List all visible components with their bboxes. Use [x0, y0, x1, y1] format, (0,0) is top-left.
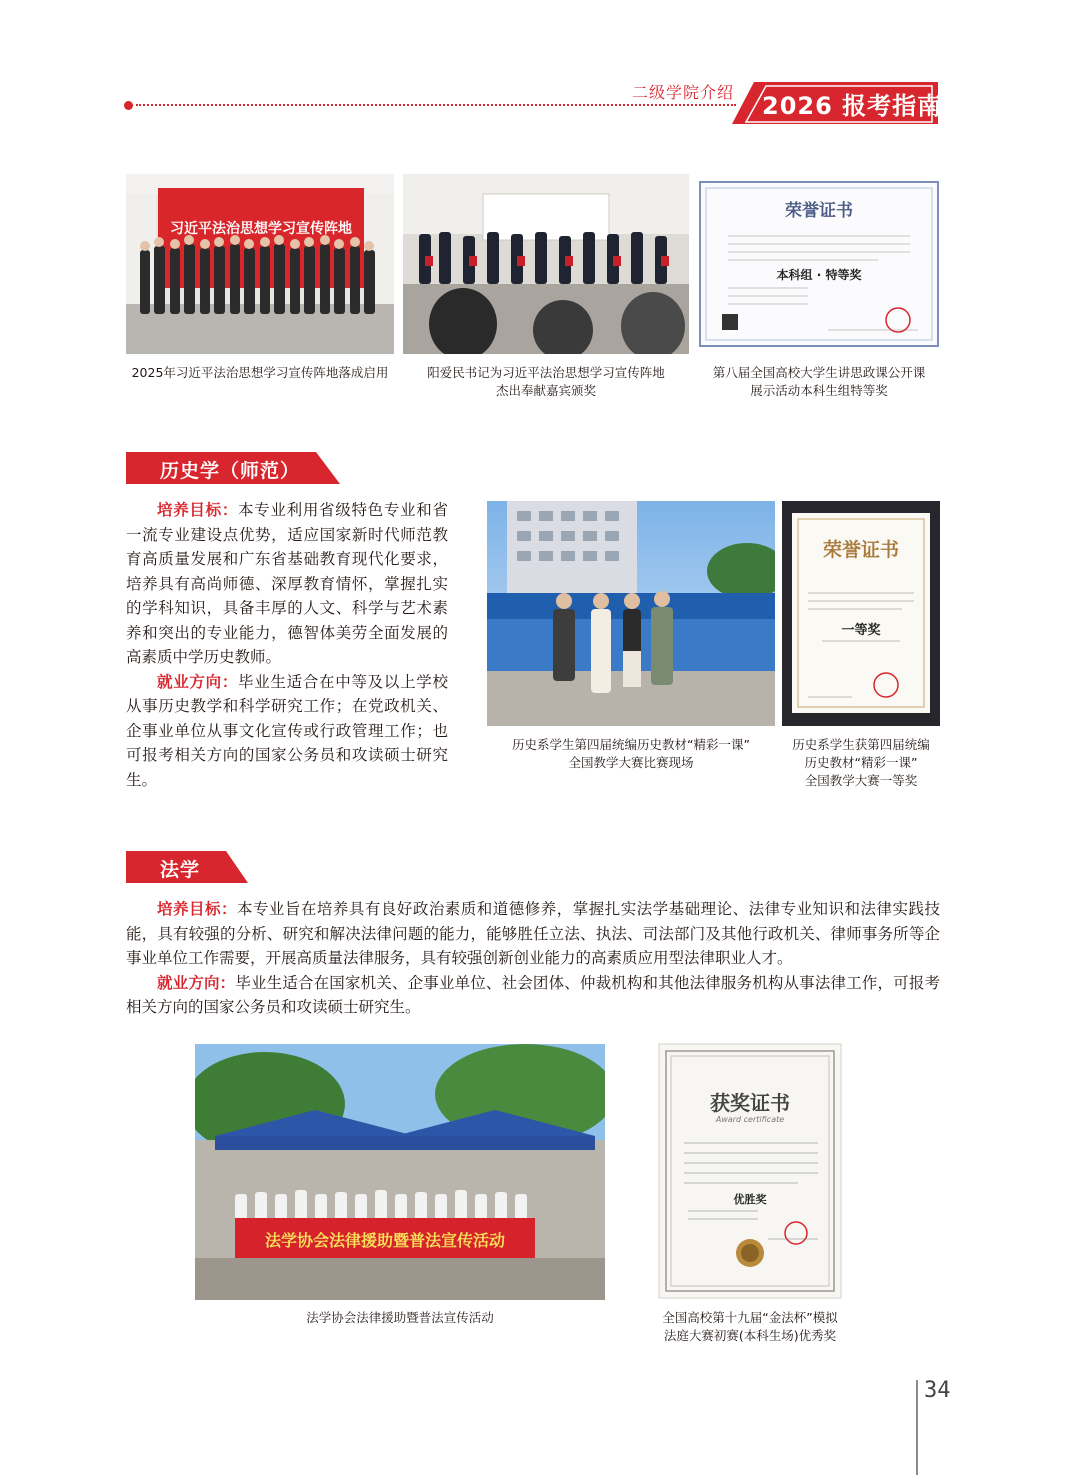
photo-teaching-contest [487, 501, 775, 726]
photo-banner-text: 法学协会法律援助暨普法宣传活动 [264, 1231, 505, 1250]
photo-banner-text: 习近平法治思想学习宣传阵地 [170, 221, 352, 237]
law-banner-title: 法学 [160, 859, 201, 881]
law-goal-label: 培养目标： [157, 900, 237, 918]
caption-award-ceremony: 阳爱民书记为习近平法治思想学习宣传阵地 杰出奉献嘉宾颁奖 [427, 365, 665, 398]
certificate-award: 本科组 · 特等奖 [776, 268, 862, 282]
history-career-label: 就业方向： [157, 672, 239, 691]
photo-launch-ceremony [126, 174, 394, 354]
caption-teaching-contest: 历史系学生第四届统编历史教材“精彩一课” 全国教学大赛比赛现场 [512, 737, 750, 770]
law-goal-text: 本专业旨在培养具有良好政治素质和道德修养，掌握扎实法学基础理论、法律专业知识和法律实践技能，具有较强的分析、研究和解决法律问题的能力，能够胜任立法、执法、司法部门及其他行政机关、律师事务所等企事业单位工作需要，开展高质量法律服务，具有较强创新创业能力的高素质应用型法律职业人才。 [126, 900, 940, 967]
certificate-sizheng [698, 180, 940, 348]
history-body [126, 498, 448, 792]
header-divider [136, 104, 736, 106]
certificate-history-first-prize [782, 501, 940, 726]
caption-legal-aid-event: 法学协会法律援助暨普法宣传活动 [306, 1310, 494, 1325]
caption-jinfa-cup: 全国高校第十九届“金法杯”模拟 法庭大赛初赛(本科生场)优秀奖 [662, 1310, 838, 1343]
header-dot [124, 101, 133, 110]
caption-launch-ceremony: 2025年习近平法治思想学习宣传阵地落成启用 [131, 365, 389, 380]
certificate-award: 优胜奖 [733, 1193, 767, 1206]
history-career-paragraph [126, 670, 448, 793]
section-label: 二级学院介绍 [632, 83, 735, 102]
guide-title: 2026 报考指南 [762, 92, 943, 120]
photo-award-ceremony [403, 174, 689, 354]
certificate-title: 荣誉证书 [822, 539, 899, 561]
history-goal-paragraph [126, 498, 448, 670]
certificate-title: 获奖证书 [710, 1091, 790, 1115]
history-goal-text: 本专业利用省级特色专业和省一流专业建设点优势，适应国家新时代师范教育高质量发展和广东省基础教育现代化要求，培养具有高尚师德、深厚教育情怀，掌握扎实的学科知识，具备丰厚的人文、科学与艺术素养和突出的专业能力，德智体美劳全面发展的高素质中学历史教师。 [126, 501, 448, 666]
certificate-subtitle: Award certificate [715, 1115, 785, 1124]
caption-history-first-prize: 历史系学生获第四届统编 历史教材“精彩一课” 全国教学大赛一等奖 [792, 737, 930, 788]
law-career-label: 就业方向： [157, 973, 236, 992]
page-number-divider [916, 1380, 918, 1475]
history-banner-title: 历史学（师范） [160, 460, 301, 482]
caption-sizheng-award: 第八届全国高校大学生讲思政课公开课 展示活动本科生组特等奖 [712, 365, 926, 398]
law-goal-paragraph [126, 897, 940, 971]
law-career-text: 毕业生适合在国家机关、企事业单位、社会团体、仲裁机构和其他法律服务机构从事法律工作，可报考相关方向的国家公务员和攻读硕士研究生。 [126, 973, 940, 1016]
certificate-award: 一等奖 [841, 623, 881, 638]
certificate-title: 荣誉证书 [785, 201, 853, 221]
page-number: 34 [924, 1378, 951, 1403]
law-career-paragraph [126, 971, 940, 1020]
certificate-jinfa-cup [658, 1043, 842, 1299]
photo-legal-aid-event [195, 1044, 605, 1300]
history-goal-label: 培养目标： [157, 501, 239, 519]
law-body [126, 897, 940, 1020]
history-career-text: 毕业生适合在中等及以上学校从事历史教学和科学研究工作；在党政机关、企事业单位从事文化宣传或行政管理工作；也可报考相关方向的国家公务员和攻读硕士研究生。 [126, 672, 448, 789]
